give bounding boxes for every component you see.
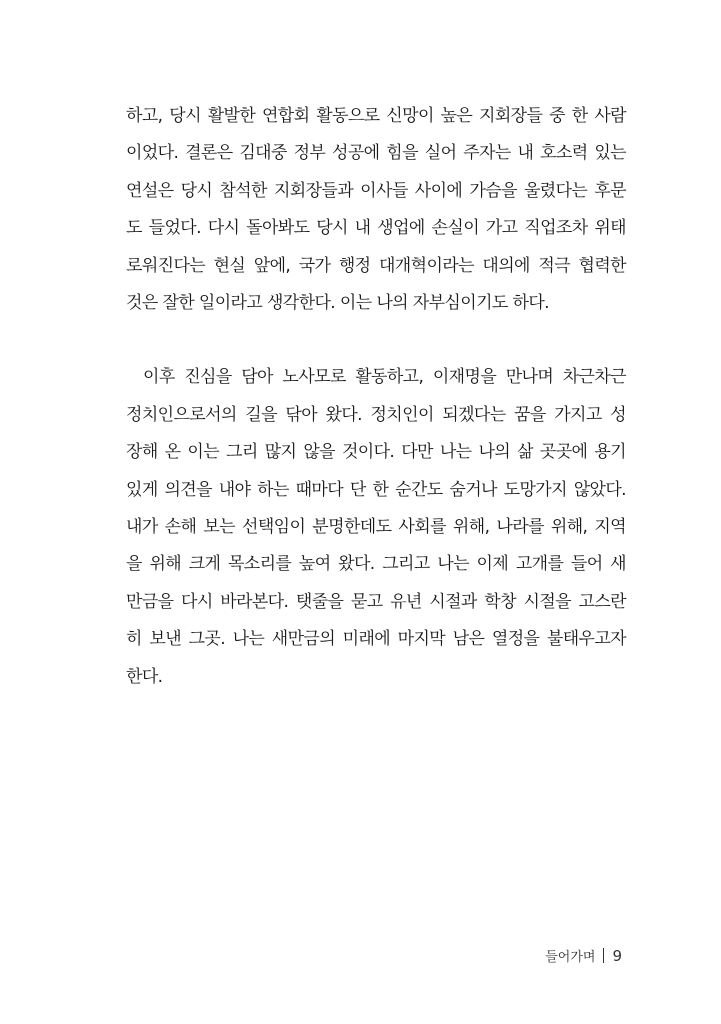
paragraph-gap	[126, 322, 626, 359]
text-line: 히 보낸 그곳. 나는 새만금의 미래에 마지막 남은 열정을 불태우고자	[126, 629, 626, 650]
text-line: 로워진다는 현실 앞에, 국가 행정 대개혁이라는 대의에 적극 협력한	[126, 255, 626, 276]
text-line: 을 위해 크게 목소리를 높여 왔다. 그리고 나는 이제 고개를 들어 새	[126, 554, 626, 575]
text-line: 하고, 당시 활발한 연합회 활동으로 신망이 높은 지회장들 중 한 사람	[126, 106, 626, 126]
text-line: 연설은 당시 참석한 지회장들과 이사들 사이에 가슴을 울렸다는 후문	[126, 180, 626, 201]
footer-divider	[603, 948, 604, 963]
body-text	[126, 98, 626, 696]
text-line: 있게 의견을 내야 하는 때마다 단 한 순간도 숨거나 도망가지 않았다.	[126, 479, 626, 500]
text-line: 도 들었다. 다시 돌아봐도 당시 내 생업에 손실이 가고 직업조차 위태	[126, 218, 626, 239]
page-number: 9	[612, 946, 622, 965]
text-line: 만금을 다시 바라본다. 탯줄을 묻고 유년 시절과 학창 시절을 고스란	[126, 591, 626, 612]
text-line: 것은 잘한 일이라고 생각한다. 이는 나의 자부심이기도 하다.	[126, 293, 549, 314]
text-line: 한다.	[126, 666, 163, 687]
text-line: 정치인으로서의 길을 닦아 왔다. 정치인이 되겠다는 꿈을 가지고 성	[126, 404, 626, 425]
running-section-title: 들어가며	[545, 950, 596, 965]
text-line: 내가 손해 보는 선택임이 분명한데도 사회를 위해, 나라를 위해, 지역	[126, 517, 626, 538]
text-line: 이후 진심을 담아 노사모로 활동하고, 이재명을 만나며 차근차근	[143, 367, 626, 388]
text-line: 이었다. 결론은 김대중 정부 성공에 힘을 실어 주자는 내 호소력 있는	[126, 143, 626, 164]
text-line: 장해 온 이는 그리 많지 않을 것이다. 다만 나는 나의 삶 곳곳에 용기	[126, 442, 626, 463]
page-footer	[545, 946, 622, 965]
